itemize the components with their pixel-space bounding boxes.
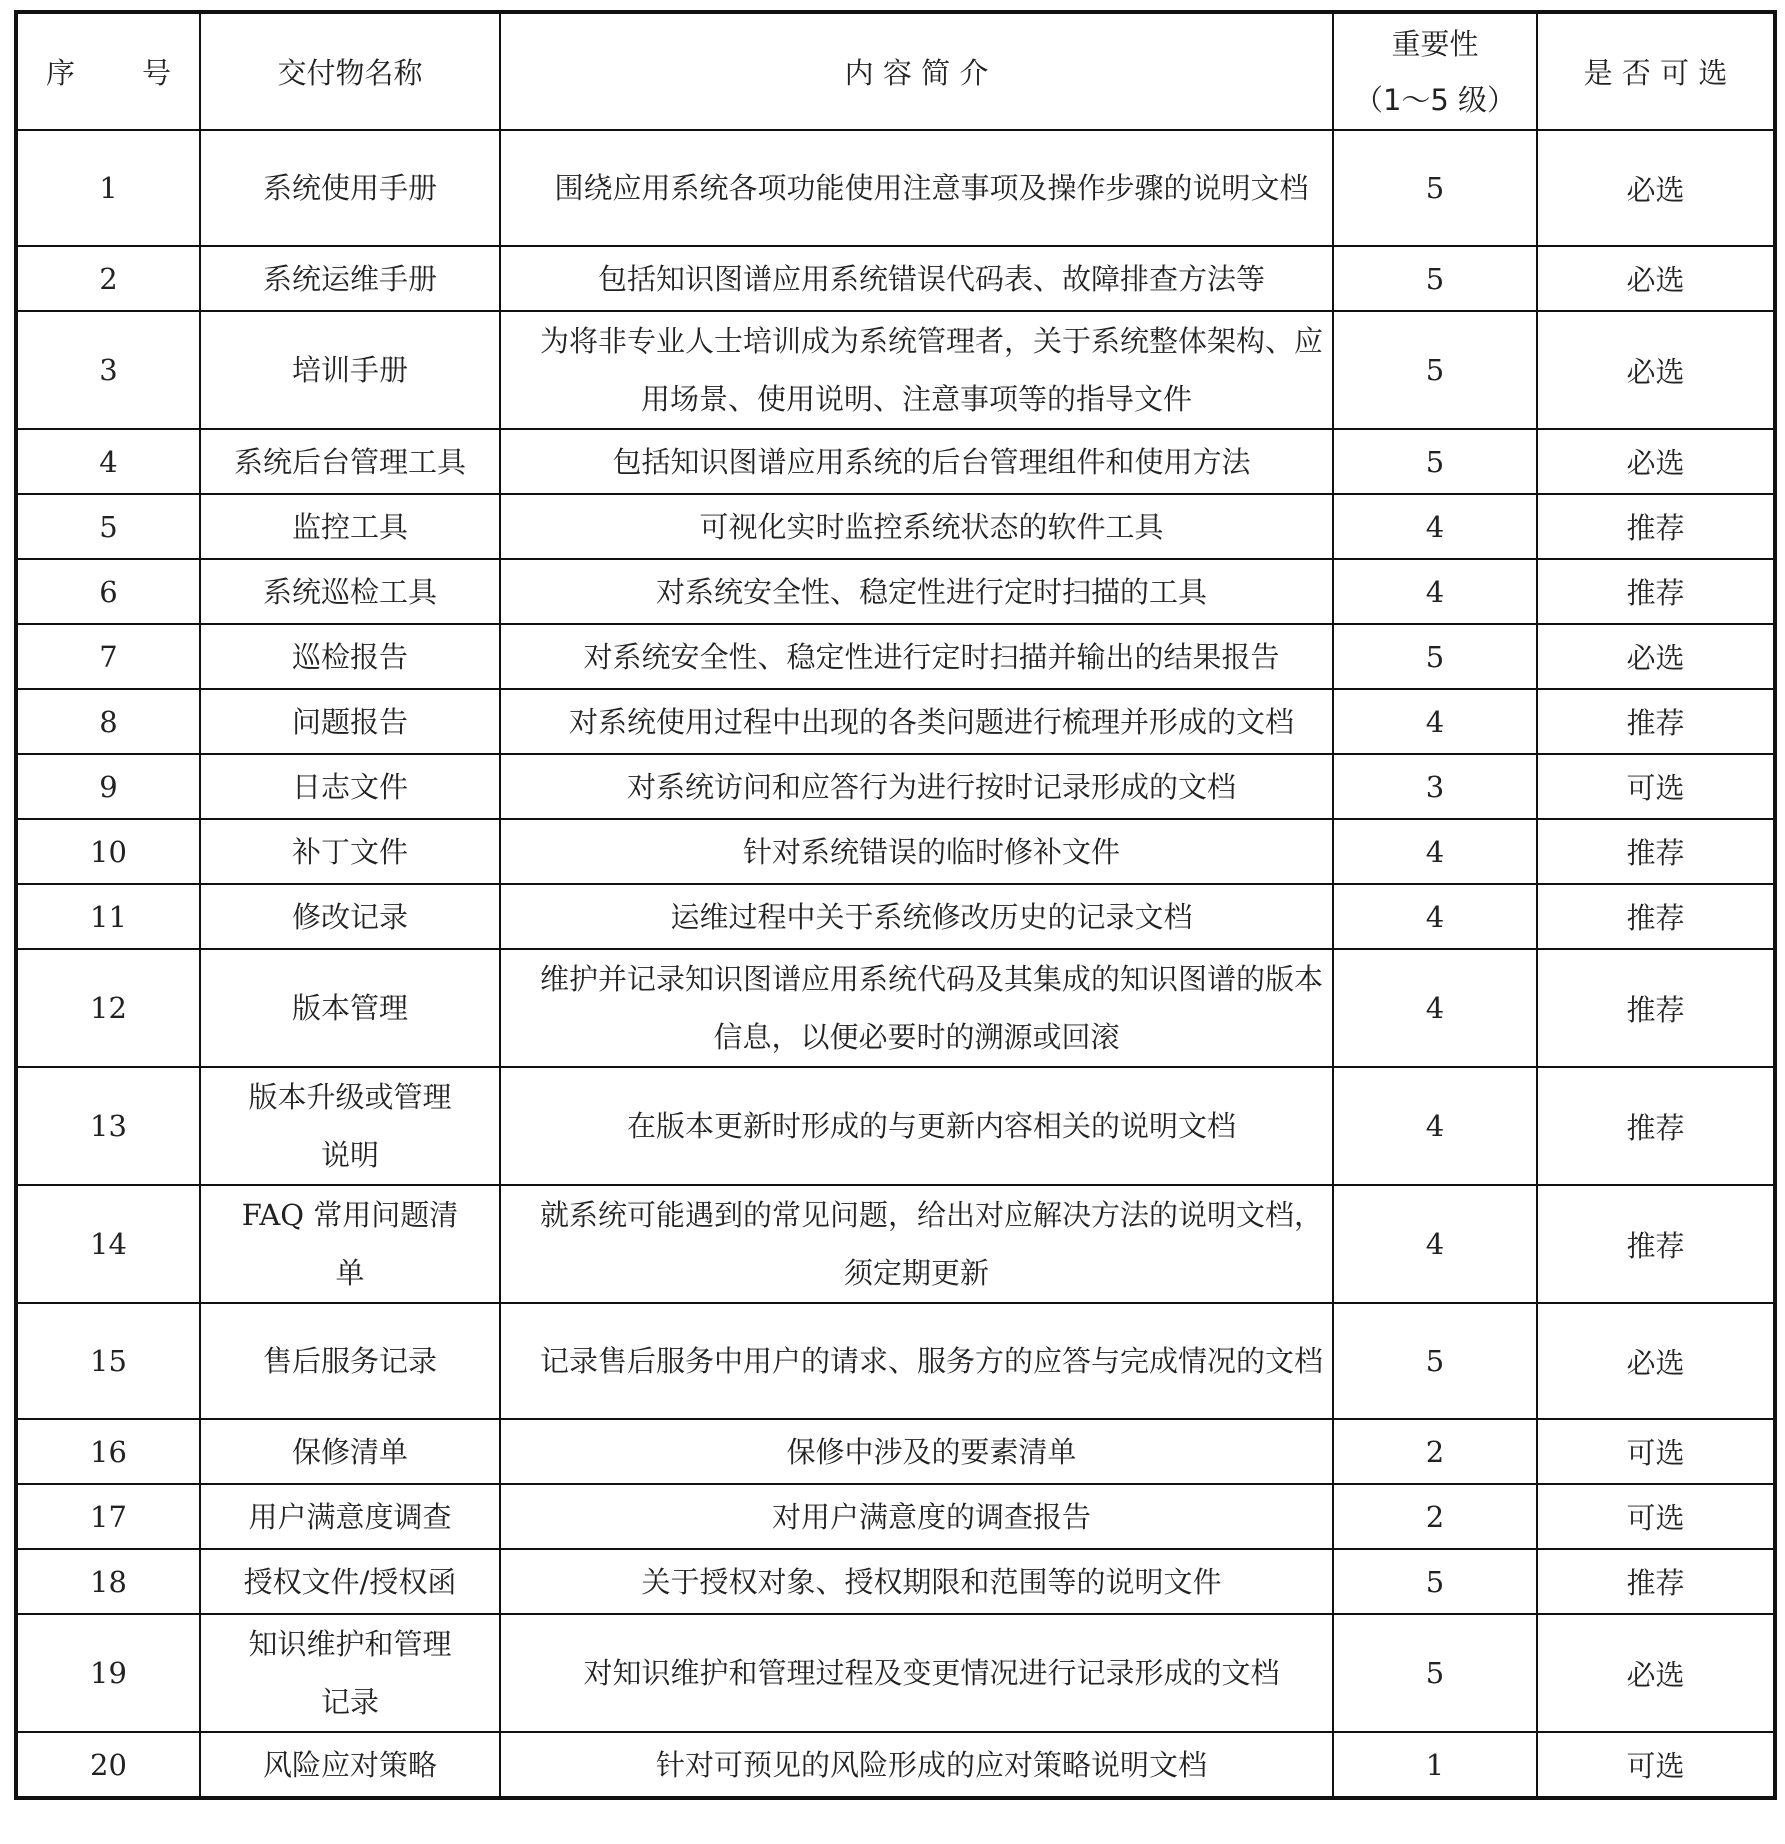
cell-name: 系统后台管理工具 — [200, 429, 500, 494]
cell-name: 系统使用手册 — [200, 130, 500, 246]
cell-desc-text: 对系统安全性、稳定性进行定时扫描的工具 — [655, 574, 1207, 609]
header-index-left: 序 — [46, 56, 76, 90]
cell-desc — [500, 311, 1333, 429]
cell-desc-text: 在版本更新时形成的与更新内容相关的说明文档 — [626, 1109, 1236, 1143]
cell-name: 系统运维手册 — [200, 246, 500, 311]
cell-importance: 5 — [1333, 311, 1537, 429]
cell-index: 18 — [16, 1549, 200, 1614]
cell-optional: 必选 — [1537, 246, 1775, 311]
cell-index: 4 — [16, 429, 200, 494]
table-row — [16, 559, 1775, 624]
cell-desc — [500, 819, 1333, 884]
cell-index: 16 — [16, 1419, 200, 1484]
cell-optional: 推荐 — [1537, 494, 1775, 559]
cell-desc-text: 针对可预见的风险形成的应对策略说明文档 — [655, 1747, 1207, 1782]
table-row — [16, 1303, 1775, 1419]
cell-importance: 4 — [1333, 559, 1537, 624]
cell-index: 17 — [16, 1484, 200, 1549]
cell-name: 版本管理 — [200, 949, 500, 1067]
cell-optional: 可选 — [1537, 1484, 1775, 1549]
cell-optional: 推荐 — [1537, 819, 1775, 884]
table-row — [16, 1549, 1775, 1614]
header-importance — [1333, 12, 1537, 130]
header-index-right: 号 — [141, 56, 171, 90]
table-row — [16, 494, 1775, 559]
cell-optional: 可选 — [1537, 754, 1775, 819]
table-row — [16, 1614, 1775, 1732]
cell-desc — [500, 559, 1333, 624]
cell-desc-text: 为将非专业人士培训成为系统管理者，关于系统整体架构、应用场景、使用说明、注意事项等的指导文件 — [539, 324, 1323, 416]
cell-desc — [500, 429, 1333, 494]
cell-index: 1 — [16, 130, 200, 246]
cell-desc — [500, 1419, 1333, 1484]
cell-importance: 5 — [1333, 1549, 1537, 1614]
cell-desc-text: 对系统访问和应答行为进行按时记录形成的文档 — [626, 769, 1236, 804]
cell-index: 3 — [16, 311, 200, 429]
cell-desc-text: 关于授权对象、授权期限和范围等的说明文件 — [641, 1564, 1222, 1599]
cell-importance: 4 — [1333, 689, 1537, 754]
cell-desc-text: 对系统安全性、稳定性进行定时扫描并输出的结果报告 — [583, 639, 1280, 674]
cell-optional: 推荐 — [1537, 559, 1775, 624]
cell-name: 知识维护和管理记录 — [200, 1614, 500, 1732]
cell-name: 用户满意度调查 — [200, 1484, 500, 1549]
cell-desc-text: 对用户满意度的调查报告 — [771, 1499, 1091, 1534]
cell-desc-text: 围绕应用系统各项功能使用注意事项及操作步骤的说明文档 — [554, 171, 1309, 205]
cell-importance: 3 — [1333, 754, 1537, 819]
cell-optional: 必选 — [1537, 624, 1775, 689]
cell-desc — [500, 1484, 1333, 1549]
cell-name: 保修清单 — [200, 1419, 500, 1484]
table-body — [16, 130, 1775, 1798]
cell-importance: 4 — [1333, 1067, 1537, 1185]
cell-desc — [500, 754, 1333, 819]
cell-index: 2 — [16, 246, 200, 311]
table-row — [16, 1484, 1775, 1549]
cell-name: 授权文件/授权函 — [200, 1549, 500, 1614]
table-row — [16, 884, 1775, 949]
cell-desc — [500, 1549, 1333, 1614]
cell-name: 版本升级或管理说明 — [200, 1067, 500, 1185]
header-importance-line2: （1～5 级） — [1353, 82, 1517, 117]
cell-importance: 4 — [1333, 884, 1537, 949]
cell-importance: 5 — [1333, 246, 1537, 311]
cell-desc — [500, 949, 1333, 1067]
cell-optional: 推荐 — [1537, 1549, 1775, 1614]
cell-desc — [500, 1185, 1333, 1303]
table-row — [16, 1732, 1775, 1798]
cell-name: 问题报告 — [200, 689, 500, 754]
cell-desc — [500, 1303, 1333, 1419]
cell-optional: 必选 — [1537, 311, 1775, 429]
cell-index: 7 — [16, 624, 200, 689]
cell-desc-text: 保修中涉及的要素清单 — [786, 1434, 1077, 1469]
cell-desc — [500, 1614, 1333, 1732]
cell-index: 19 — [16, 1614, 200, 1732]
cell-importance: 5 — [1333, 1303, 1537, 1419]
cell-optional: 推荐 — [1537, 1067, 1775, 1185]
deliverables-table — [14, 10, 1777, 1800]
cell-name: 售后服务记录 — [200, 1303, 500, 1419]
cell-optional: 必选 — [1537, 130, 1775, 246]
header-desc: 内 容 简 介 — [500, 12, 1333, 130]
cell-desc — [500, 1732, 1333, 1798]
cell-desc — [500, 884, 1333, 949]
cell-desc-text: 对系统使用过程中出现的各类问题进行梳理并形成的文档 — [568, 704, 1294, 739]
cell-name: 巡检报告 — [200, 624, 500, 689]
cell-importance: 5 — [1333, 130, 1537, 246]
header-index — [16, 12, 200, 130]
cell-importance: 2 — [1333, 1419, 1537, 1484]
cell-optional: 推荐 — [1537, 884, 1775, 949]
cell-optional: 推荐 — [1537, 689, 1775, 754]
cell-index: 12 — [16, 949, 200, 1067]
cell-index: 9 — [16, 754, 200, 819]
cell-importance: 2 — [1333, 1484, 1537, 1549]
cell-index: 11 — [16, 884, 200, 949]
cell-optional: 必选 — [1537, 429, 1775, 494]
cell-desc-text: 可视化实时监控系统状态的软件工具 — [699, 509, 1164, 544]
cell-importance: 4 — [1333, 819, 1537, 884]
cell-index: 14 — [16, 1185, 200, 1303]
header-name: 交付物名称 — [200, 12, 500, 130]
cell-importance: 4 — [1333, 494, 1537, 559]
table-row — [16, 624, 1775, 689]
cell-index: 10 — [16, 819, 200, 884]
cell-desc-text: 记录售后服务中用户的请求、服务方的应答与完成情况的文档 — [539, 1344, 1323, 1378]
cell-name: FAQ 常用问题清单 — [200, 1185, 500, 1303]
cell-optional: 必选 — [1537, 1614, 1775, 1732]
cell-importance: 5 — [1333, 1614, 1537, 1732]
cell-importance: 5 — [1333, 429, 1537, 494]
table-row — [16, 1185, 1775, 1303]
cell-importance: 5 — [1333, 624, 1537, 689]
table-row — [16, 246, 1775, 311]
cell-desc — [500, 624, 1333, 689]
cell-index: 5 — [16, 494, 200, 559]
cell-importance: 4 — [1333, 1185, 1537, 1303]
table-row — [16, 819, 1775, 884]
table-row — [16, 311, 1775, 429]
cell-desc-text: 针对系统错误的临时修补文件 — [742, 834, 1120, 869]
cell-index: 20 — [16, 1732, 200, 1798]
cell-index: 6 — [16, 559, 200, 624]
cell-name: 修改记录 — [200, 884, 500, 949]
table-row — [16, 754, 1775, 819]
cell-optional: 推荐 — [1537, 949, 1775, 1067]
cell-index: 15 — [16, 1303, 200, 1419]
cell-name: 培训手册 — [200, 311, 500, 429]
cell-name: 系统巡检工具 — [200, 559, 500, 624]
cell-desc-text: 维护并记录知识图谱应用系统代码及其集成的知识图谱的版本信息，以便必要时的溯源或回滚 — [539, 962, 1323, 1054]
cell-optional: 推荐 — [1537, 1185, 1775, 1303]
cell-optional: 可选 — [1537, 1732, 1775, 1798]
cell-desc-text: 运维过程中关于系统修改历史的记录文档 — [670, 899, 1193, 934]
cell-name: 风险应对策略 — [200, 1732, 500, 1798]
table-row — [16, 1067, 1775, 1185]
cell-optional: 必选 — [1537, 1303, 1775, 1419]
cell-optional: 可选 — [1537, 1419, 1775, 1484]
header-importance-line1: 重要性 — [1391, 26, 1479, 61]
cell-index: 8 — [16, 689, 200, 754]
table-row — [16, 429, 1775, 494]
cell-importance: 1 — [1333, 1732, 1537, 1798]
table-row — [16, 1419, 1775, 1484]
cell-desc-text: 包括知识图谱应用系统的后台管理组件和使用方法 — [612, 444, 1251, 479]
cell-name: 日志文件 — [200, 754, 500, 819]
table-row — [16, 130, 1775, 246]
cell-name: 补丁文件 — [200, 819, 500, 884]
cell-index: 13 — [16, 1067, 200, 1185]
header-optional: 是 否 可 选 — [1537, 12, 1775, 130]
cell-desc — [500, 494, 1333, 559]
table-row — [16, 689, 1775, 754]
cell-desc — [500, 130, 1333, 246]
header-row — [16, 12, 1775, 130]
cell-desc — [500, 1067, 1333, 1185]
cell-desc-text: 包括知识图谱应用系统错误代码表、故障排查方法等 — [597, 261, 1265, 296]
cell-desc-text: 对知识维护和管理过程及变更情况进行记录形成的文档 — [583, 1656, 1280, 1690]
cell-desc — [500, 246, 1333, 311]
cell-desc — [500, 689, 1333, 754]
table-row — [16, 949, 1775, 1067]
cell-desc-text: 就系统可能遇到的常见问题，给出对应解决方法的说明文档，须定期更新 — [539, 1198, 1323, 1290]
cell-importance: 4 — [1333, 949, 1537, 1067]
cell-name: 监控工具 — [200, 494, 500, 559]
